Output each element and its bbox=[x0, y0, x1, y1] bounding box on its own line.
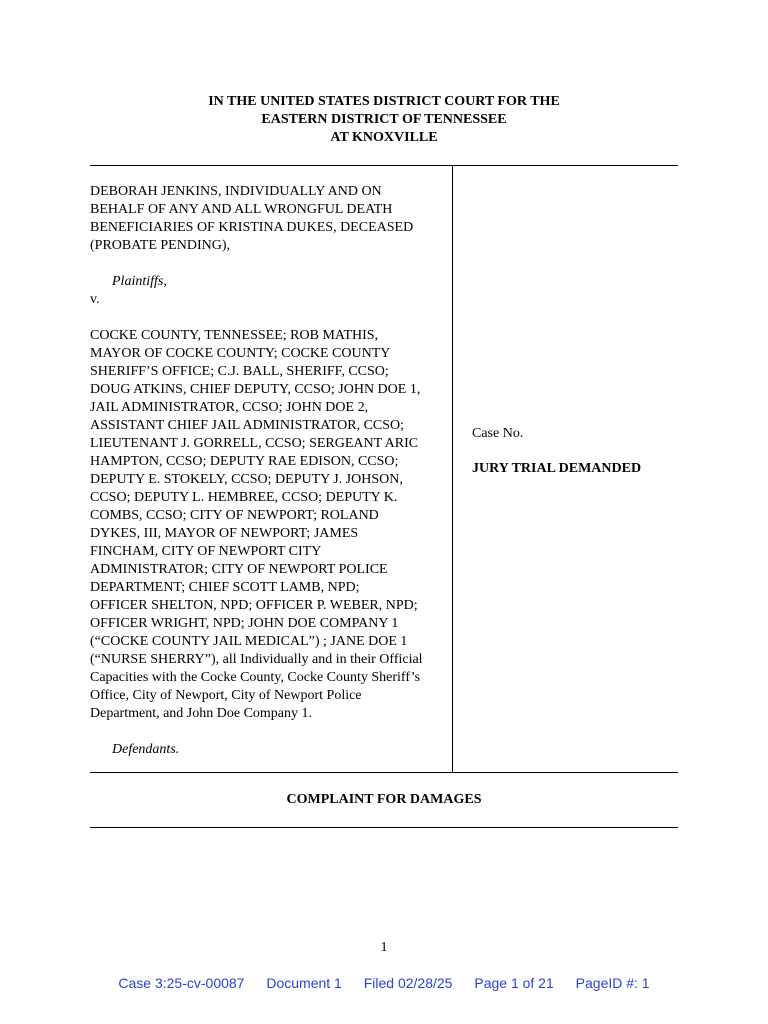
case-number-label: Case No. bbox=[472, 426, 524, 441]
plaintiffs-line: BEHALF OF ANY AND ALL WRONGFUL DEATH bbox=[90, 202, 393, 217]
ecf-document-number: Document 1 bbox=[266, 975, 342, 991]
defendants-line: ASSISTANT CHIEF JAIL ADMINISTRATOR, CCSO; bbox=[90, 418, 405, 433]
ecf-page-id: PageID #: 1 bbox=[575, 975, 650, 991]
court-header-line-1: IN THE UNITED STATES DISTRICT COURT FOR THE bbox=[208, 94, 560, 109]
ecf-filed-date: Filed 02/28/25 bbox=[363, 975, 453, 991]
ecf-footer bbox=[0, 974, 768, 992]
defendants-line: (“COCKE COUNTY JAIL MEDICAL”) ; JANE DOE 1 bbox=[90, 634, 408, 649]
versus: v. bbox=[90, 292, 100, 307]
defendants-line: Department, and John Doe Company 1. bbox=[90, 706, 313, 721]
page-number: 1 bbox=[380, 940, 388, 955]
defendants-line: CCSO; DEPUTY L. HEMBREE, CCSO; DEPUTY K. bbox=[90, 490, 398, 505]
defendants-block bbox=[90, 327, 450, 723]
defendants-line: DYKES, III, MAYOR OF NEWPORT; JAMES bbox=[90, 526, 359, 541]
defendants-line: Capacities with the Cocke County, Cocke County Sheriff’s bbox=[90, 670, 421, 685]
title-rule bbox=[90, 827, 678, 828]
defendants-line: OFFICER SHELTON, NPD; OFFICER P. WEBER, NPD; bbox=[90, 598, 418, 613]
defendants-line: DEPARTMENT; CHIEF SCOTT LAMB, NPD; bbox=[90, 580, 360, 595]
defendants-line: COMBS, CCSO; CITY OF NEWPORT; ROLAND bbox=[90, 508, 379, 523]
caption-parties bbox=[90, 183, 450, 759]
defendants-line: DEPUTY E. STOKELY, CCSO; DEPUTY J. JOHSON, bbox=[90, 472, 403, 487]
plaintiffs-line: BENEFICIARIES OF KRISTINA DUKES, DECEASED bbox=[90, 220, 414, 235]
defendants-role: Defendants. bbox=[112, 742, 180, 757]
defendants-line: OFFICER WRIGHT, NPD; JOHN DOE COMPANY 1 bbox=[90, 616, 399, 631]
defendants-line: DOUG ATKINS, CHIEF DEPUTY, CCSO; JOHN DOE 1, bbox=[90, 382, 421, 397]
court-header-line-2: EASTERN DISTRICT OF TENNESSEE bbox=[261, 112, 507, 127]
caption-top-rule bbox=[90, 165, 678, 166]
ecf-page-count: Page 1 of 21 bbox=[474, 975, 554, 991]
plaintiffs-block bbox=[90, 183, 450, 255]
defendants-line: HAMPTON, CCSO; DEPUTY RAE EDISON, CCSO; bbox=[90, 454, 399, 469]
defendants-line: (“NURSE SHERRY”), all Individually and in their Official bbox=[90, 652, 423, 667]
caption-bottom-rule bbox=[90, 772, 678, 773]
jury-trial-demand: JURY TRIAL DEMANDED bbox=[472, 461, 642, 476]
defendants-line: JAIL ADMINISTRATOR, CCSO; JOHN DOE 2, bbox=[90, 400, 369, 415]
defendants-line: FINCHAM, CITY OF NEWPORT CITY bbox=[90, 544, 322, 559]
defendants-line: LIEUTENANT J. GORRELL, CCSO; SERGEANT ARIC bbox=[90, 436, 419, 451]
court-header-line-3: AT KNOXVILLE bbox=[330, 130, 438, 145]
court-header bbox=[0, 93, 768, 147]
ecf-case-number: Case 3:25-cv-00087 bbox=[118, 975, 245, 991]
defendants-line: ADMINISTRATOR; CITY OF NEWPORT POLICE bbox=[90, 562, 388, 577]
defendants-line: COCKE COUNTY, TENNESSEE; ROB MATHIS, bbox=[90, 328, 379, 343]
case-info bbox=[472, 425, 672, 478]
defendants-line: SHERIFF’S OFFICE; C.J. BALL, SHERIFF, CCSO; bbox=[90, 364, 389, 379]
plaintiffs-line: (PROBATE PENDING), bbox=[90, 238, 230, 253]
defendants-line: MAYOR OF COCKE COUNTY; COCKE COUNTY bbox=[90, 346, 391, 361]
plaintiffs-line: DEBORAH JENKINS, INDIVIDUALLY AND ON bbox=[90, 184, 382, 199]
defendants-line: Office, City of Newport, City of Newport Police bbox=[90, 688, 362, 703]
plaintiffs-role: Plaintiffs, bbox=[112, 274, 167, 289]
caption-divider bbox=[452, 165, 453, 772]
document-title: COMPLAINT FOR DAMAGES bbox=[286, 792, 482, 807]
